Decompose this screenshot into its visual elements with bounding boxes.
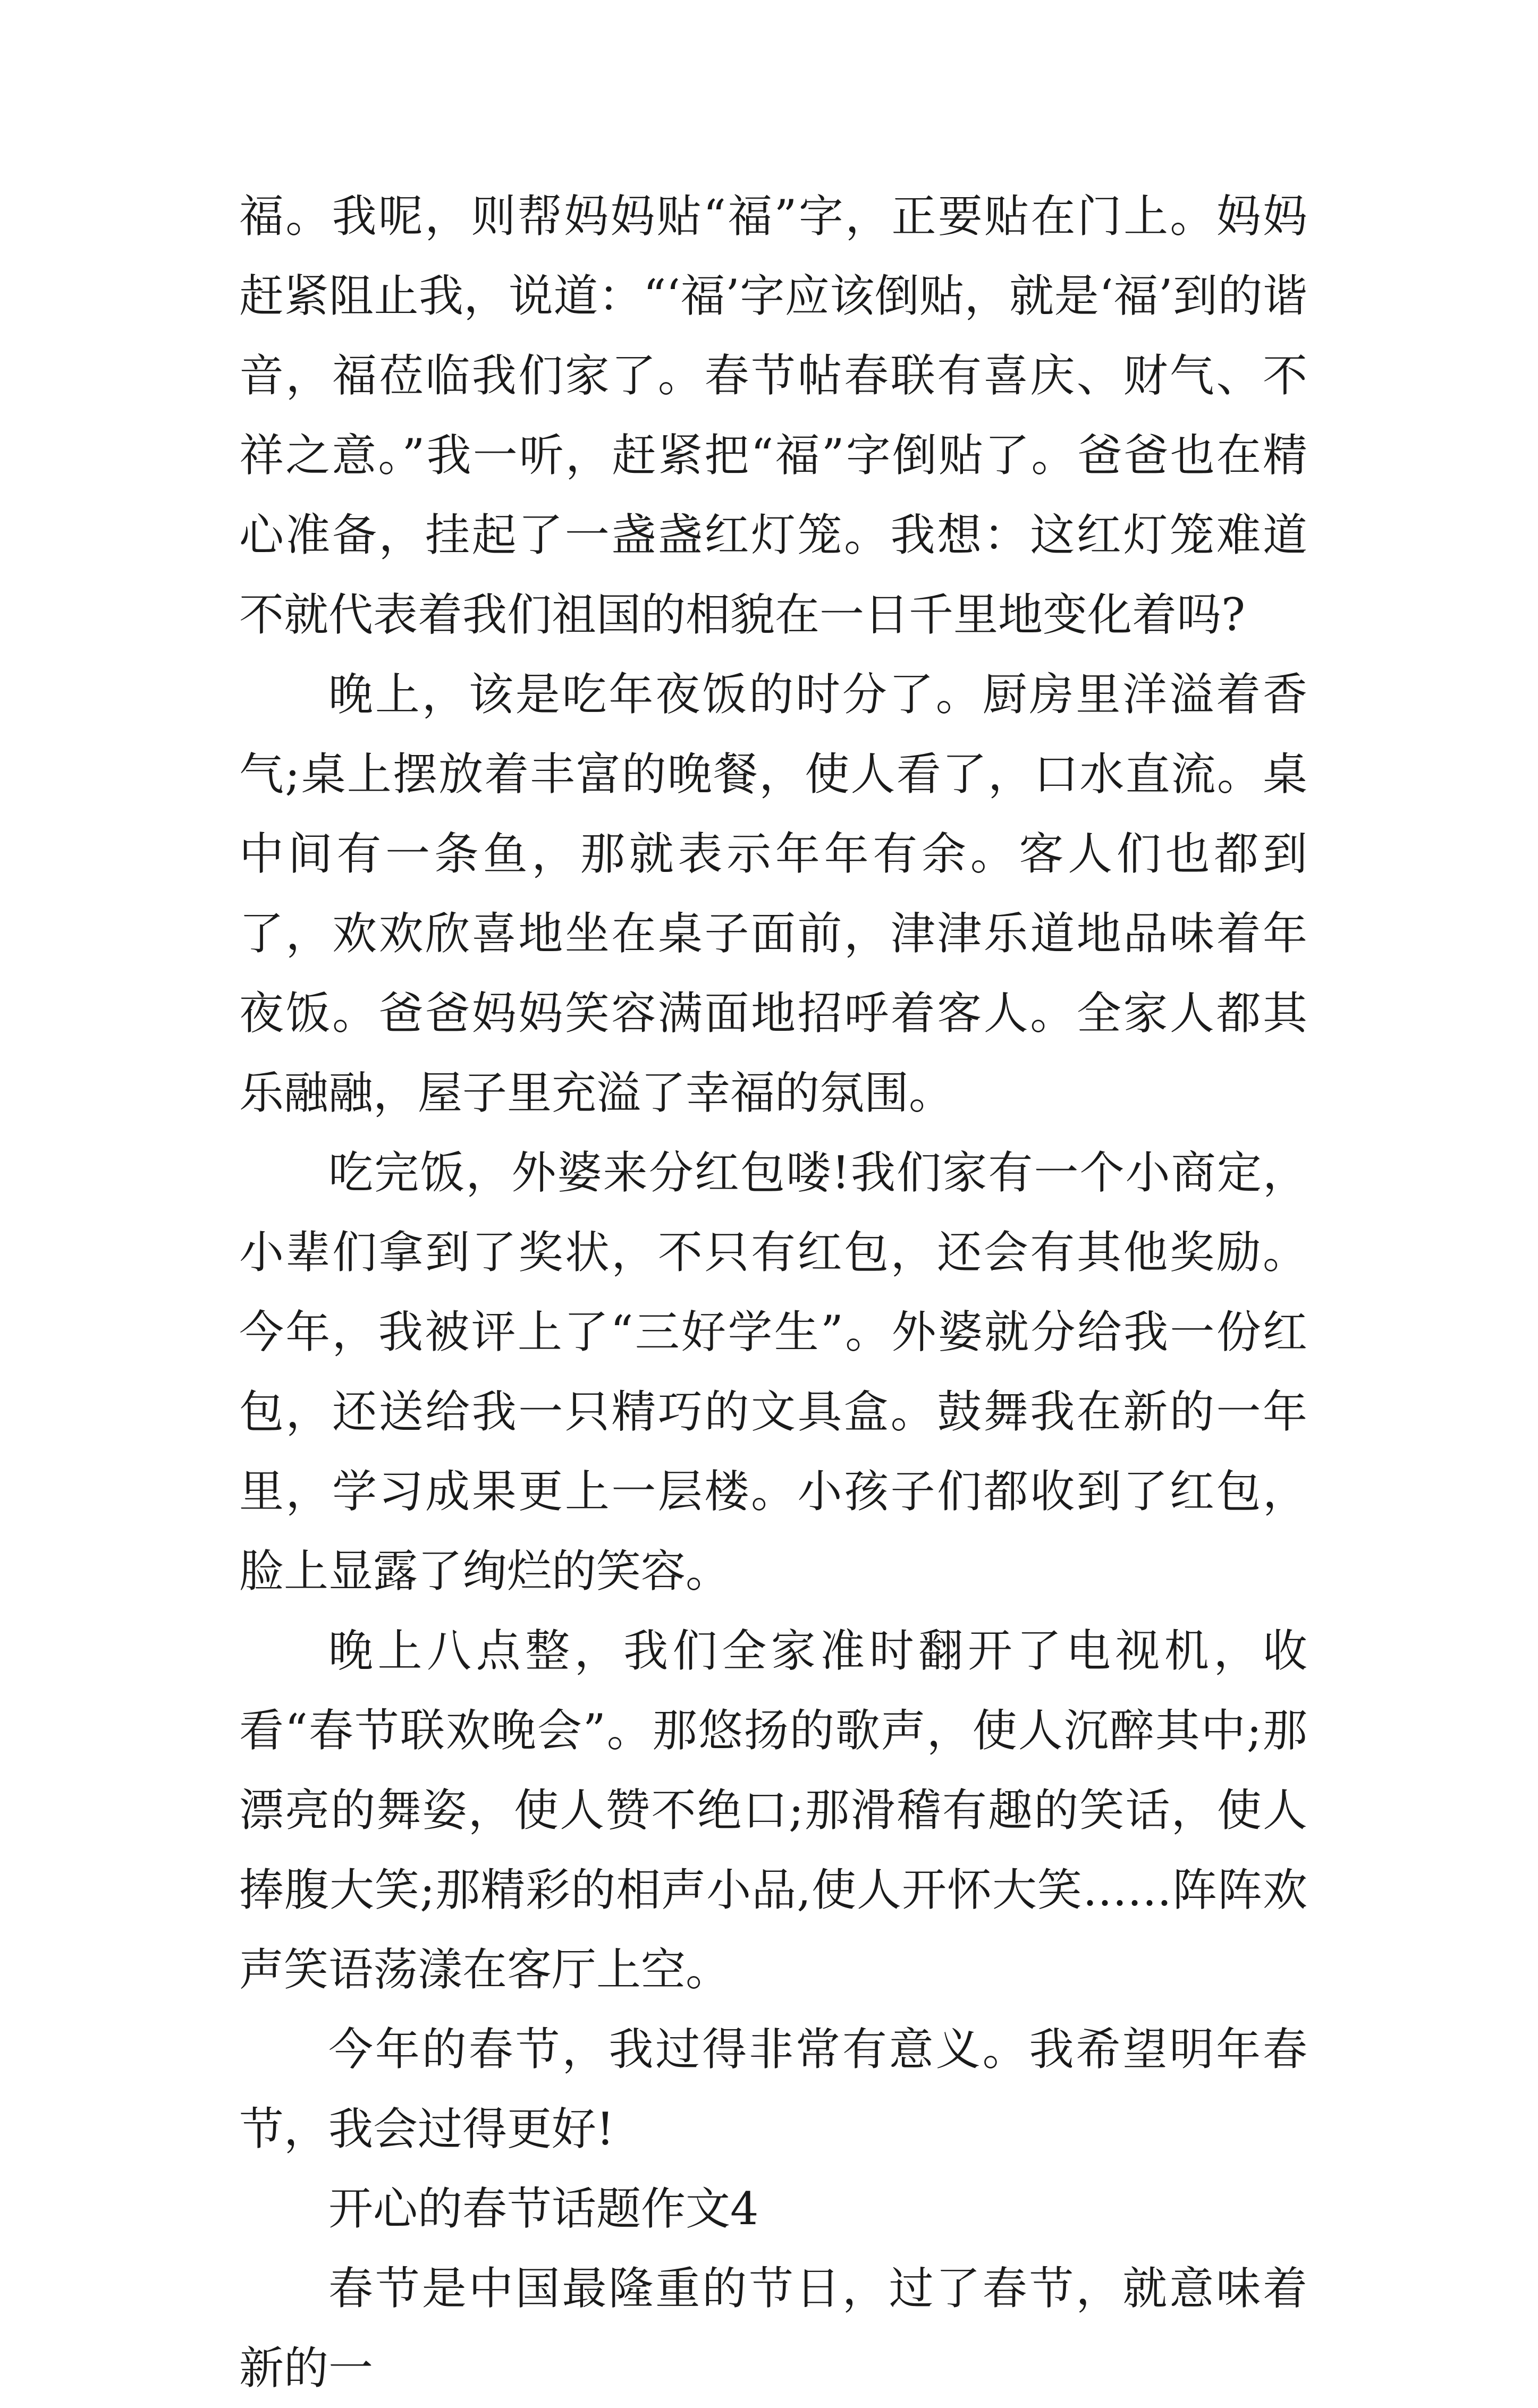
section-heading: 开心的春节话题作文4 — [328, 2183, 759, 2235]
paragraph-4: 晚上八点整，我们全家准时翻开了电视机，收看“春节联欢晚会”。那悠扬的歌声，使人沉醉其中;那漂亮的舞姿，使人赞不绝口;那滑稽有趣的笑话，使人捧腹大笑;那精彩的相声小品,使人开怀大笑……阵阵欢声笑语荡漾在客厅上空。 — [239, 1625, 1307, 1996]
paragraph-1: 福。我呢，则帮妈妈贴“福”字，正要贴在门上。妈妈赶紧阻止我，说道：“‘福’字应该倒贴，就是‘福’到的谐音，福莅临我们家了。春节帖春联有喜庆、财气、不祥之意。”我一听，赶紧把“福”字倒贴了。爸爸也在精心准备，挂起了一盏盏红灯笼。我想：这红灯笼难道不就代表着我们祖国的相貌在一日千里地变化着吗? — [239, 190, 1307, 641]
paragraph-3: 吃完饭，外婆来分红包喽!我们家有一个小商定，小辈们拿到了奖状，不只有红包，还会有其他奖励。今年，我被评上了“三好学生”。外婆就分给我一份红包，还送给我一只精巧的文具盒。鼓舞我在新的一年里，学习成果更上一层楼。小孩子们都收到了红包，脸上显露了绚烂的笑容。 — [239, 1147, 1307, 1597]
document-body — [239, 176, 1307, 2408]
paragraph-5: 今年的春节，我过得非常有意义。我希望明年春节，我会过得更好! — [239, 2023, 1307, 2155]
paragraph-2: 晚上，该是吃年夜饭的时分了。厨房里洋溢着香气;桌上摆放着丰富的晚餐，使人看了，口水直流。桌中间有一条鱼，那就表示年年有余。客人们也都到了，欢欢欣喜地坐在桌子面前，津津乐道地品味着年夜饭。爸爸妈妈笑容满面地招呼着客人。全家人都其乐融融，屋子里充溢了幸福的氛围。 — [239, 668, 1307, 1119]
paragraph-6: 春节是中国最隆重的节日，过了春节，就意味着新的一 — [239, 2262, 1307, 2394]
